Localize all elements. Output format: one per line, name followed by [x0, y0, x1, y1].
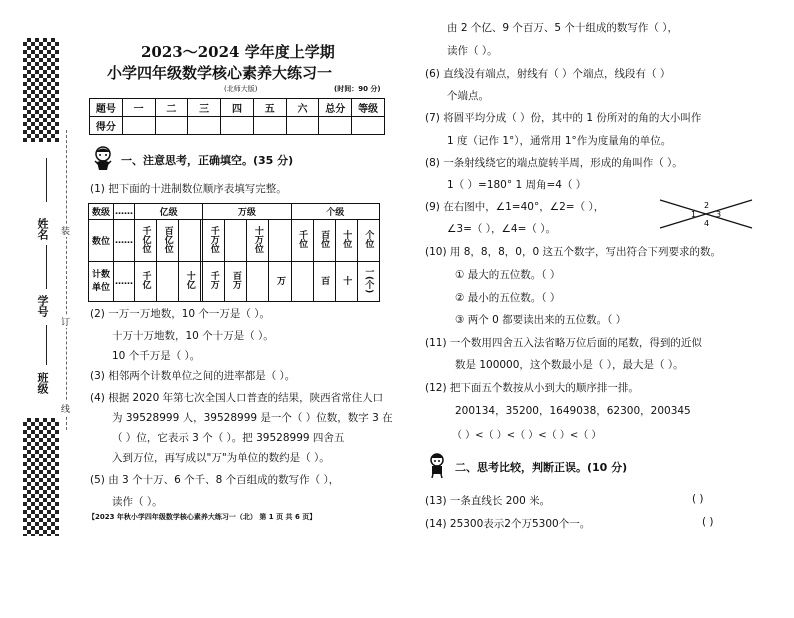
id-label: 学号 [36, 295, 49, 317]
score-input-cell[interactable] [253, 117, 286, 135]
place-cell: 个位 [363, 230, 374, 248]
section2-title: 二、思考比较，判断正误。(10 分) [455, 461, 628, 474]
unit-cell: 十亿 [184, 271, 195, 289]
year-title: 2023～2024 学年度上学期 [141, 43, 335, 61]
question-2-line1: (2) 一万一万地数，10 个一万是（ ）。 [90, 308, 270, 320]
question-5-cont-line2: 读作（ ）。 [447, 45, 498, 57]
question-5-line1: (5) 由 3 个十万、6 个千、8 个百组成的数写作（ ）， [90, 474, 340, 486]
score-input-cell[interactable] [286, 117, 319, 135]
question-2-line2: 十万十万地数，10 个十万是（ ）。 [112, 330, 274, 342]
place-table-row-label: 数级 [89, 204, 114, 220]
score-header-cell: 总分 [319, 99, 352, 117]
page-footer: 【2023 年秋小学四年级数学核心素养大练习一（北） 第 1 页 共 6 页】 [88, 513, 317, 521]
question-8-line1: (8) 一条射线绕它的端点旋转半周，形成的角叫作（ ）。 [425, 157, 683, 169]
angle-label-3: 3 [716, 210, 722, 219]
class-underline [46, 325, 47, 365]
question-6-line1: (6) 直线没有端点，射线有（ ）个端点，线段有（ ） [425, 68, 671, 80]
question-14-answer[interactable]: ( ) [702, 516, 714, 528]
place-table-group: 亿级 [135, 204, 203, 220]
question-10-item2: ② 最小的五位数。（ ） [455, 292, 561, 304]
mascot-girl-icon [90, 145, 116, 171]
score-input-cell[interactable] [319, 117, 352, 135]
score-input-cell[interactable] [221, 117, 254, 135]
place-table-row-label-a: 计数 [91, 269, 110, 280]
question-4-line4: 入到万位，再写成以"万"为单位的数约是（ ）。 [112, 452, 330, 464]
score-row-label: 得分 [90, 117, 123, 135]
score-header-cell: 三 [188, 99, 221, 117]
place-cell: 百位 [319, 230, 330, 248]
question-3: (3) 相邻两个计数单位之间的进率都是（ ）。 [90, 370, 296, 382]
unit-cell: 十 [341, 275, 352, 285]
place-table-row-label [89, 262, 114, 302]
place-table-dots: …… [114, 204, 135, 220]
binding-pattern-bottom [23, 418, 59, 536]
place-cell: 千位 [297, 230, 308, 248]
question-11-line1: (11) 一个数用四舍五入法省略万位后面的尾数，得到的近似 [425, 337, 702, 349]
question-9-line1: (9) 在右图中，∠1=40°，∠2=（ ）， [425, 201, 605, 213]
score-input-cell[interactable] [188, 117, 221, 135]
exam-subtitle: 小学四年级数学核心素养大练习一 [107, 64, 333, 82]
unit-cell: 百万 [230, 271, 241, 289]
angle-label-1: 1 [691, 210, 697, 219]
angle-label-4: 4 [704, 219, 710, 228]
name-underline [46, 158, 47, 202]
question-4-line2: 为 39528999 人，39528999 是一个（ ）位数，数字 3 在 [112, 412, 393, 424]
place-table-dots: …… [114, 220, 135, 262]
score-header-cell: 二 [155, 99, 188, 117]
intersecting-lines-figure [658, 196, 754, 232]
question-12: (12) 把下面五个数按从小到大的顺序排一排。 [425, 382, 639, 394]
place-table-row-label-b: 单位 [91, 282, 110, 293]
question-10: (10) 用 8，8，8，0，0 这五个数字，写出符合下列要求的数。 [425, 246, 721, 258]
unit-cell: 千亿 [140, 271, 151, 289]
section1-title: 一、注意思考，正确填空。(35 分) [121, 154, 294, 167]
question-5-line2: 读作（ ）。 [112, 496, 163, 508]
id-underline [46, 245, 47, 289]
score-header-cell: 五 [253, 99, 286, 117]
score-header-cell: 题号 [90, 99, 123, 117]
place-cell: 十万位 [252, 225, 263, 253]
question-9-line2: ∠3=（ ），∠4=（ ）。 [447, 223, 556, 235]
score-input-cell[interactable] [122, 117, 155, 135]
score-header-cell: 一 [122, 99, 155, 117]
class-label: 班级 [36, 372, 49, 394]
place-cell: 十位 [341, 230, 352, 248]
question-12-answer-row: （ ）<（ ）<（ ）<（ ）<（ ） [452, 430, 602, 441]
question-8-line2: 1（ ）=180° 1 周角=4（ ） [447, 179, 587, 191]
binding-pattern-top [23, 38, 59, 142]
question-11-line2: 数是 100000，这个数最小是（ ），最大是（ ）。 [455, 359, 684, 371]
question-14: (14) 25300表示2个万5300个一。 [425, 518, 591, 530]
unit-cell: 百 [319, 275, 330, 285]
question-13-answer[interactable]: ( ) [692, 493, 704, 505]
place-table-row-label: 数位 [89, 220, 114, 262]
place-table-dots: …… [114, 262, 135, 302]
binding-dashed-line [66, 130, 67, 430]
edition-label: (北师大版) [224, 85, 258, 93]
unit-cell: 万 [275, 275, 285, 285]
question-10-item3: ③ 两个 0 都要读出来的五位数。（ ） [455, 314, 627, 326]
time-label: (时间：90 分) [334, 85, 381, 93]
place-cell: 千万位 [208, 225, 219, 253]
binding-char-xian: 线 [61, 402, 70, 415]
question-12-numbers: 200134，35200，1649038，62300，200345 [455, 405, 691, 417]
score-table [89, 98, 385, 135]
angle-label-2: 2 [704, 201, 710, 210]
question-7-line1: (7) 将圆平均分成（ ）份，其中的 1 份所对的角的大小叫作 [425, 112, 702, 124]
question-7-line2: 1 度（记作 1°），通常用 1°作为度量角的单位。 [447, 135, 672, 147]
name-label: 姓名 [36, 218, 49, 240]
score-header-cell: 等级 [352, 99, 385, 117]
place-cell: 百亿位 [162, 225, 173, 253]
place-value-table [88, 203, 380, 302]
place-table-group: 万级 [203, 204, 291, 220]
score-header-cell: 六 [286, 99, 319, 117]
unit-cell: 千万 [208, 271, 219, 289]
unit-cell: 一(个) [363, 266, 374, 294]
question-6-line2: 个端点。 [447, 90, 489, 102]
place-table-group: 个级 [291, 204, 379, 220]
question-4-line1: (4) 根据 2020 年第七次全国人口普查的结果，陕西省常住人口 [90, 392, 384, 404]
binding-char-zhuang: 装 [61, 224, 70, 237]
binding-char-ding: 订 [61, 315, 70, 328]
question-1: (1) 把下面的十进制数位顺序表填写完整。 [90, 183, 287, 195]
score-input-cell[interactable] [352, 117, 385, 135]
question-5-cont-line1: 由 2 个亿、9 个百万、5 个十组成的数写作（ ）， [447, 22, 678, 34]
place-cell: 千亿位 [140, 225, 151, 253]
question-4-line3: （ ）位，它表示 3 个（ ）。把 39528999 四舍五 [112, 432, 345, 444]
score-header-cell: 四 [221, 99, 254, 117]
question-13: (13) 一条直线长 200 米。 [425, 495, 551, 507]
question-10-item1: ① 最大的五位数。（ ） [455, 269, 561, 281]
question-2-line3: 10 个千万是（ ）。 [112, 350, 201, 362]
mascot-boy-icon [424, 452, 450, 478]
score-input-cell[interactable] [155, 117, 188, 135]
